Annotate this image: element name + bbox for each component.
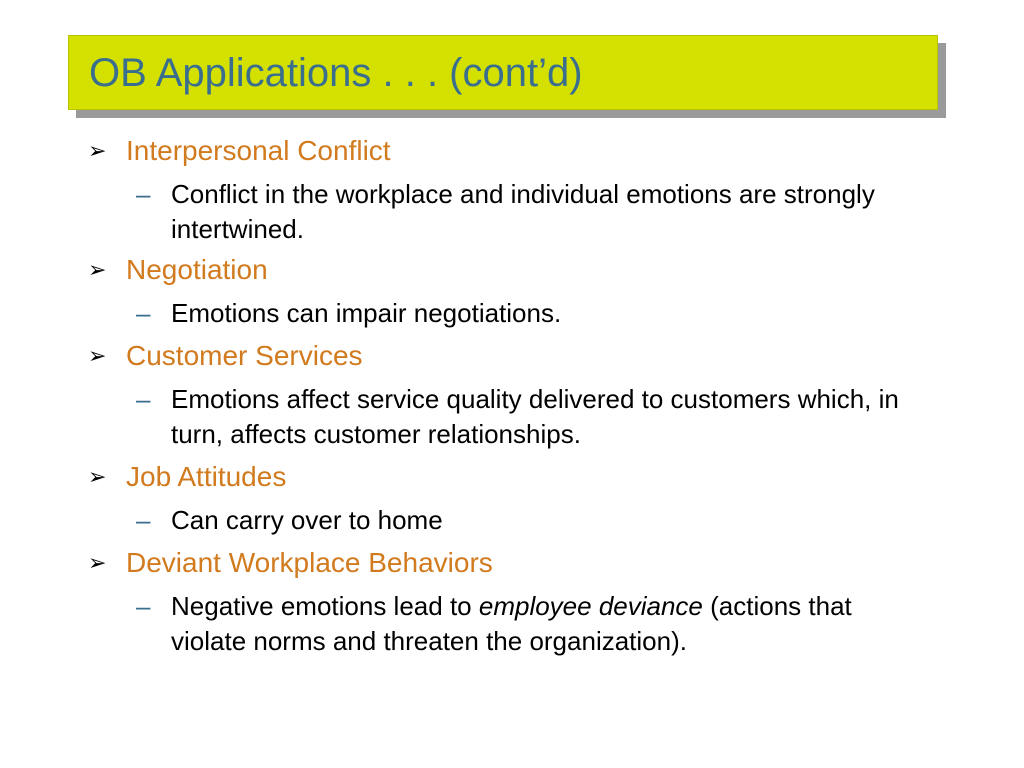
arrowhead-bullet-icon: ➢ — [88, 551, 107, 576]
bullet-customer-services — [88, 340, 988, 373]
sub-bullet-text — [136, 589, 926, 659]
bullet-negotiation — [88, 254, 988, 287]
sub-bullet-text-prefix: Negative emotions lead to — [171, 591, 479, 621]
dash-bullet-icon: – — [136, 505, 151, 535]
bullet-heading: Deviant Workplace Behaviors — [126, 547, 493, 578]
sub-bullet-customer-services — [136, 382, 926, 452]
bullet-deviant-workplace-behaviors — [88, 547, 988, 580]
dash-bullet-icon: – — [136, 384, 151, 414]
dash-bullet-icon: – — [136, 591, 151, 621]
bullet-heading: Job Attitudes — [126, 461, 287, 492]
bullet-heading: Customer Services — [126, 340, 363, 371]
arrowhead-bullet-icon: ➢ — [88, 258, 107, 283]
arrowhead-bullet-icon: ➢ — [88, 139, 107, 164]
bullet-heading: Negotiation — [126, 254, 268, 285]
slide-title: OB Applications . . . (cont’d) — [89, 51, 583, 95]
sub-bullet-text-suffix: (actions that violate norms and threaten the organization). — [171, 591, 852, 656]
sub-bullet-interpersonal-conflict — [136, 177, 926, 247]
arrowhead-bullet-icon: ➢ — [88, 344, 107, 369]
arrowhead-bullet-icon: ➢ — [88, 465, 107, 490]
sub-bullet-deviant-workplace-behaviors — [136, 589, 926, 659]
bullet-interpersonal-conflict — [88, 135, 988, 168]
sub-bullet-text: Emotions can impair negotiations. — [171, 298, 562, 328]
bullet-job-attitudes — [88, 461, 988, 494]
dash-bullet-icon: – — [136, 298, 151, 328]
sub-bullet-text: Can carry over to home — [171, 505, 443, 535]
sub-bullet-negotiation — [136, 296, 926, 331]
emphasis-employee-deviance: employee deviance — [478, 591, 703, 621]
sub-bullet-text: Conflict in the workplace and individual emotions are strongly intertwined. — [171, 179, 875, 244]
sub-bullet-job-attitudes — [136, 503, 926, 538]
bullet-heading: Interpersonal Conflict — [126, 135, 391, 166]
sub-bullet-text: Emotions affect service quality delivered to customers which, in turn, affects customer relationships. — [171, 384, 899, 449]
dash-bullet-icon: – — [136, 179, 151, 209]
